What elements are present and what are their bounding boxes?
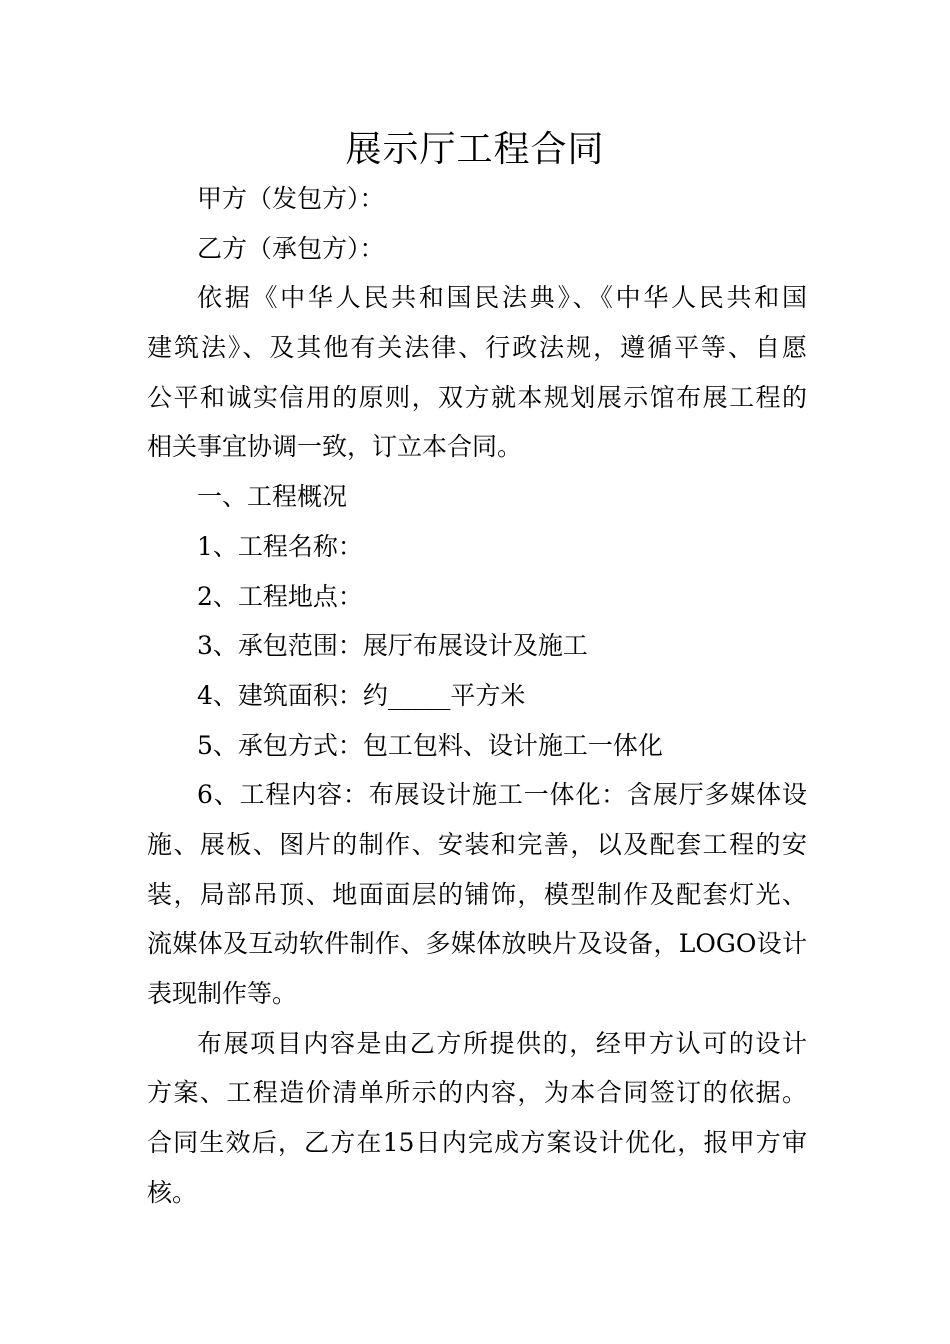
party-b-line: 乙方（承包方）：	[197, 233, 385, 263]
preamble-line-3: 公平和诚实信用的原则，双方就本规划展示馆布展工程的	[147, 382, 807, 412]
document-title: 展示厅工程合同	[345, 129, 605, 170]
preamble-line-2: 建筑法》、及其他有关法律、行政法规，遵循平等、自愿	[147, 333, 807, 363]
preamble-line-4: 相关事宜协调一致，订立本合同。	[147, 432, 523, 462]
basis-paragraph-line-1: 布展项目内容是由乙方所提供的，经甲方认可的设计	[197, 1028, 807, 1058]
section-heading: 一、工程概况	[197, 482, 348, 512]
basis-paragraph-line-4: 核。	[147, 1177, 198, 1207]
item-contract-method: 5、承包方式：包工包料、设计施工一体化	[197, 730, 663, 760]
preamble-line-1: 依据《中华人民共和国民法典》、《中华人民共和国	[197, 283, 807, 313]
item-project-content-line-2: 施、展板、图片的制作、安装和完善，以及配套工程的安	[147, 829, 807, 859]
basis-paragraph-line-2: 方案、工程造价清单所示的内容，为本合同签订的依据。	[147, 1078, 807, 1108]
document-body	[147, 174, 807, 1217]
item-project-content-line-3: 装，局部吊顶、地面面层的铺饰，模型制作及配套灯光、	[147, 879, 807, 909]
item-contract-scope: 3、承包范围：展厅布展设计及施工	[197, 631, 588, 661]
basis-paragraph-line-3: 合同生效后，乙方在15日内完成方案设计优化，报甲方审	[147, 1128, 807, 1158]
item-project-content-line-5: 表现制作等。	[147, 979, 298, 1008]
item-building-area: 4、建筑面积：约_____平方米	[197, 680, 526, 710]
item-project-content-line-1: 6、工程内容：布展设计施工一体化：含展厅多媒体设	[197, 780, 807, 810]
item-project-content-line-4: 流媒体及互动软件制作、多媒体放映片及设备，LOGO设计	[147, 929, 807, 959]
party-a-line: 甲方（发包方）：	[197, 184, 385, 213]
item-project-location: 2、工程地点：	[197, 581, 363, 611]
item-project-name: 1、工程名称：	[197, 531, 363, 561]
